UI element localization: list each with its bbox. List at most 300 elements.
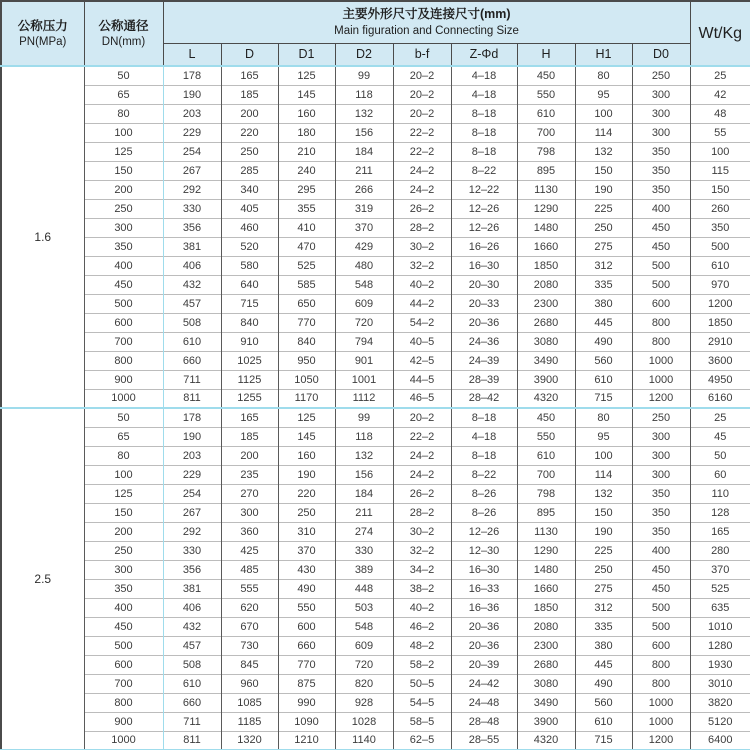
dim-cell: 1290	[517, 199, 575, 218]
dim-cell: 406	[163, 256, 221, 275]
dim-cell: 267	[163, 503, 221, 522]
table-row	[1, 522, 750, 541]
dn-cell: 250	[84, 199, 163, 218]
dn-cell: 80	[84, 104, 163, 123]
dim-cell: 875	[278, 674, 335, 693]
table-row	[1, 370, 750, 389]
dim-cell: 1112	[335, 389, 393, 408]
dim-cell: 250	[221, 142, 278, 161]
dim-cell: 770	[278, 313, 335, 332]
dim-cell: 370	[278, 541, 335, 560]
dim-cell: 928	[335, 693, 393, 712]
dim-cell: 42–5	[393, 351, 451, 370]
dim-cell: 356	[163, 218, 221, 237]
table-row	[1, 446, 750, 465]
dim-cell: 50–5	[393, 674, 451, 693]
dim-cell: 8–22	[451, 465, 517, 484]
dim-cell: 389	[335, 560, 393, 579]
dim-cell: 4–18	[451, 427, 517, 446]
dim-cell: 798	[517, 142, 575, 161]
dim-cell: 820	[335, 674, 393, 693]
dim-cell: 1085	[221, 693, 278, 712]
pn-group-cell: 2.5	[1, 408, 84, 750]
dn-cell: 1000	[84, 731, 163, 750]
dim-cell: 500	[632, 617, 690, 636]
col-header-D0: D0	[632, 43, 690, 66]
dn-cell: 65	[84, 427, 163, 446]
dim-cell: 250	[575, 218, 632, 237]
weight-header-cell	[690, 1, 750, 66]
table-row	[1, 579, 750, 598]
dim-cell: 145	[278, 85, 335, 104]
dim-cell: 1125	[221, 370, 278, 389]
dim-cell: 548	[335, 617, 393, 636]
dim-cell: 32–2	[393, 256, 451, 275]
dim-cell: 58–5	[393, 712, 451, 731]
dn-cell: 450	[84, 275, 163, 294]
dn-cell: 700	[84, 332, 163, 351]
dim-cell: 660	[163, 693, 221, 712]
dim-cell: 3490	[517, 693, 575, 712]
dim-cell: 28–55	[451, 731, 517, 750]
dim-cell: 1028	[335, 712, 393, 731]
dim-cell: 312	[575, 256, 632, 275]
col-header-D1: D1	[278, 43, 335, 66]
dim-cell: 190	[575, 180, 632, 199]
table-row	[1, 123, 750, 142]
dim-cell: 350	[632, 522, 690, 541]
dim-cell: 340	[221, 180, 278, 199]
dn-cell: 500	[84, 294, 163, 313]
dim-cell: 4–18	[451, 85, 517, 104]
pressure-header-cell	[1, 1, 84, 66]
dim-cell: 895	[517, 503, 575, 522]
table-row	[1, 389, 750, 408]
dim-cell: 4950	[690, 370, 750, 389]
dn-cell: 700	[84, 674, 163, 693]
dn-cell: 200	[84, 522, 163, 541]
dim-cell: 381	[163, 237, 221, 256]
table-row	[1, 560, 750, 579]
dn-cell: 100	[84, 465, 163, 484]
table-header	[1, 1, 750, 66]
dn-cell: 600	[84, 313, 163, 332]
dim-cell: 1200	[632, 389, 690, 408]
dim-cell: 160	[278, 446, 335, 465]
dim-cell: 470	[278, 237, 335, 256]
table-row	[1, 731, 750, 750]
dim-cell: 950	[278, 351, 335, 370]
dim-cell: 25	[690, 408, 750, 427]
dim-cell: 600	[632, 636, 690, 655]
dim-cell: 100	[690, 142, 750, 161]
dim-cell: 380	[575, 294, 632, 313]
dim-cell: 184	[335, 142, 393, 161]
dim-cell: 118	[335, 427, 393, 446]
dn-cell: 300	[84, 560, 163, 579]
dim-cell: 990	[278, 693, 335, 712]
dim-cell: 350	[632, 180, 690, 199]
dim-cell: 42	[690, 85, 750, 104]
dim-cell: 165	[221, 66, 278, 85]
dim-cell: 356	[163, 560, 221, 579]
dim-cell: 500	[632, 598, 690, 617]
dim-cell: 720	[335, 313, 393, 332]
dn-cell: 250	[84, 541, 163, 560]
dim-cell: 1000	[632, 712, 690, 731]
dim-cell: 450	[632, 218, 690, 237]
dim-cell: 8–18	[451, 104, 517, 123]
dim-cell: 425	[221, 541, 278, 560]
dim-cell: 30–2	[393, 522, 451, 541]
dim-cell: 400	[632, 541, 690, 560]
table-row	[1, 541, 750, 560]
dim-cell: 8–18	[451, 123, 517, 142]
dim-cell: 1140	[335, 731, 393, 750]
dn-cell: 1000	[84, 389, 163, 408]
dim-cell: 445	[575, 313, 632, 332]
dim-cell: 20–33	[451, 294, 517, 313]
dim-cell: 26–2	[393, 484, 451, 503]
dim-cell: 20–36	[451, 313, 517, 332]
dim-cell: 210	[278, 142, 335, 161]
dim-cell: 550	[517, 85, 575, 104]
dim-cell: 1850	[517, 598, 575, 617]
dim-cell: 1660	[517, 237, 575, 256]
dim-cell: 150	[575, 161, 632, 180]
table-row	[1, 674, 750, 693]
dim-cell: 12–30	[451, 541, 517, 560]
dim-cell: 508	[163, 313, 221, 332]
dim-cell: 24–36	[451, 332, 517, 351]
dim-cell: 300	[632, 85, 690, 104]
dim-cell: 350	[632, 161, 690, 180]
dim-cell: 450	[517, 66, 575, 85]
dim-cell: 1170	[278, 389, 335, 408]
dim-cell: 5120	[690, 712, 750, 731]
dim-cell: 132	[335, 446, 393, 465]
dim-cell: 1130	[517, 180, 575, 199]
dim-cell: 46–5	[393, 389, 451, 408]
col-header-D: D	[221, 43, 278, 66]
dim-cell: 610	[517, 104, 575, 123]
dim-cell: 794	[335, 332, 393, 351]
dim-cell: 254	[163, 142, 221, 161]
dim-cell: 410	[278, 218, 335, 237]
pressure-header-en: PN(MPa)	[19, 35, 67, 48]
dim-cell: 165	[221, 408, 278, 427]
dim-cell: 300	[632, 465, 690, 484]
dim-cell: 1200	[632, 731, 690, 750]
dim-cell: 8–18	[451, 408, 517, 427]
dim-cell: 335	[575, 617, 632, 636]
dim-cell: 500	[632, 256, 690, 275]
table-row	[1, 636, 750, 655]
dim-cell: 20–2	[393, 85, 451, 104]
dim-cell: 960	[221, 674, 278, 693]
dim-cell: 125	[278, 408, 335, 427]
dim-cell: 450	[632, 560, 690, 579]
dim-cell: 650	[278, 294, 335, 313]
dim-cell: 1200	[690, 294, 750, 313]
dim-cell: 300	[632, 104, 690, 123]
dim-cell: 240	[278, 161, 335, 180]
table-row	[1, 465, 750, 484]
dn-cell: 450	[84, 617, 163, 636]
dn-cell: 900	[84, 370, 163, 389]
dim-cell: 609	[335, 294, 393, 313]
dim-cell: 715	[575, 731, 632, 750]
dim-cell: 28–39	[451, 370, 517, 389]
dn-cell: 100	[84, 123, 163, 142]
dim-cell: 28–48	[451, 712, 517, 731]
dim-cell: 46–2	[393, 617, 451, 636]
dim-cell: 80	[575, 66, 632, 85]
dim-cell: 300	[221, 503, 278, 522]
dim-cell: 280	[690, 541, 750, 560]
dim-cell: 310	[278, 522, 335, 541]
dim-cell: 335	[575, 275, 632, 294]
dim-cell: 25	[690, 66, 750, 85]
dim-cell: 44–2	[393, 294, 451, 313]
dim-cell: 350	[632, 142, 690, 161]
dim-cell: 200	[221, 446, 278, 465]
dn-cell: 800	[84, 351, 163, 370]
table-row	[1, 256, 750, 275]
dim-cell: 58–2	[393, 655, 451, 674]
dim-cell: 128	[690, 503, 750, 522]
dim-cell: 1090	[278, 712, 335, 731]
dim-cell: 2910	[690, 332, 750, 351]
dn-cell: 350	[84, 237, 163, 256]
dim-cell: 450	[632, 237, 690, 256]
dim-cell: 901	[335, 351, 393, 370]
dim-cell: 22–2	[393, 142, 451, 161]
dim-cell: 156	[335, 123, 393, 142]
dim-cell: 12–26	[451, 522, 517, 541]
dim-cell: 190	[278, 465, 335, 484]
dn-cell: 800	[84, 693, 163, 712]
dim-cell: 28–2	[393, 503, 451, 522]
dim-cell: 610	[575, 370, 632, 389]
dim-cell: 610	[517, 446, 575, 465]
table-row	[1, 294, 750, 313]
dim-cell: 6160	[690, 389, 750, 408]
dim-cell: 1000	[632, 351, 690, 370]
dim-cell: 145	[278, 427, 335, 446]
dim-cell: 635	[690, 598, 750, 617]
dim-cell: 62–5	[393, 731, 451, 750]
dim-cell: 620	[221, 598, 278, 617]
table-row	[1, 503, 750, 522]
dim-cell: 480	[335, 256, 393, 275]
dn-cell: 150	[84, 503, 163, 522]
dim-cell: 609	[335, 636, 393, 655]
dim-cell: 229	[163, 123, 221, 142]
dim-cell: 95	[575, 85, 632, 104]
dim-cell: 1025	[221, 351, 278, 370]
dim-cell: 203	[163, 104, 221, 123]
dim-cell: 3900	[517, 712, 575, 731]
dim-cell: 156	[335, 465, 393, 484]
dim-cell: 54–5	[393, 693, 451, 712]
dim-cell: 3080	[517, 332, 575, 351]
dim-cell: 1010	[690, 617, 750, 636]
table-row	[1, 104, 750, 123]
dim-cell: 300	[632, 446, 690, 465]
dim-cell: 660	[278, 636, 335, 655]
dim-cell: 1480	[517, 560, 575, 579]
dim-cell: 24–2	[393, 180, 451, 199]
table-row	[1, 142, 750, 161]
col-header-bf: b-f	[393, 43, 451, 66]
dim-cell: 16–33	[451, 579, 517, 598]
dn-cell: 125	[84, 142, 163, 161]
table-row	[1, 161, 750, 180]
dim-cell: 26–2	[393, 199, 451, 218]
table-row	[1, 712, 750, 731]
dim-cell: 895	[517, 161, 575, 180]
dim-cell: 330	[335, 541, 393, 560]
dim-cell: 22–2	[393, 123, 451, 142]
dim-cell: 585	[278, 275, 335, 294]
dim-cell: 448	[335, 579, 393, 598]
dim-cell: 2680	[517, 655, 575, 674]
table-row	[1, 655, 750, 674]
dn-cell: 400	[84, 598, 163, 617]
dim-cell: 203	[163, 446, 221, 465]
dim-cell: 150	[575, 503, 632, 522]
dim-cell: 60	[690, 465, 750, 484]
diameter-header-cell	[84, 1, 163, 66]
dim-cell: 250	[632, 408, 690, 427]
dim-cell: 550	[278, 598, 335, 617]
dim-cell: 6400	[690, 731, 750, 750]
dim-cell: 548	[335, 275, 393, 294]
table-row	[1, 332, 750, 351]
dim-cell: 292	[163, 522, 221, 541]
main-size-header-zh: 主要外形尺寸及连接尺寸(mm)	[342, 7, 511, 22]
dim-cell: 432	[163, 275, 221, 294]
dim-cell: 125	[278, 66, 335, 85]
dim-cell: 180	[278, 123, 335, 142]
dim-cell: 22–2	[393, 427, 451, 446]
dim-cell: 1290	[517, 541, 575, 560]
dim-cell: 184	[335, 484, 393, 503]
main-size-header-en: Main figuration and Connecting Size	[334, 24, 519, 37]
dim-cell: 20–2	[393, 104, 451, 123]
dim-cell: 490	[575, 332, 632, 351]
col-header-H1: H1	[575, 43, 632, 66]
dim-cell: 350	[632, 484, 690, 503]
dim-cell: 285	[221, 161, 278, 180]
table-row	[1, 693, 750, 712]
dim-cell: 640	[221, 275, 278, 294]
table-row	[1, 351, 750, 370]
main-size-header-cell	[163, 1, 690, 43]
dn-cell: 50	[84, 408, 163, 427]
dim-cell: 3600	[690, 351, 750, 370]
dim-cell: 225	[575, 199, 632, 218]
dim-cell: 16–36	[451, 598, 517, 617]
dim-cell: 319	[335, 199, 393, 218]
dim-cell: 8–22	[451, 161, 517, 180]
col-header-D2: D2	[335, 43, 393, 66]
dim-cell: 16–26	[451, 237, 517, 256]
dim-cell: 800	[632, 332, 690, 351]
dim-cell: 185	[221, 427, 278, 446]
dim-cell: 355	[278, 199, 335, 218]
dim-cell: 770	[278, 655, 335, 674]
dn-cell: 80	[84, 446, 163, 465]
dn-cell: 900	[84, 712, 163, 731]
table-body	[1, 66, 750, 750]
dim-cell: 190	[575, 522, 632, 541]
dim-cell: 800	[632, 655, 690, 674]
table-row	[1, 66, 750, 85]
dim-cell: 490	[278, 579, 335, 598]
dim-cell: 360	[221, 522, 278, 541]
dim-cell: 970	[690, 275, 750, 294]
dn-cell: 350	[84, 579, 163, 598]
dim-cell: 12–26	[451, 199, 517, 218]
dim-cell: 2080	[517, 275, 575, 294]
dim-cell: 1130	[517, 522, 575, 541]
dim-cell: 55	[690, 123, 750, 142]
dim-cell: 560	[575, 351, 632, 370]
dim-cell: 700	[517, 123, 575, 142]
dim-cell: 910	[221, 332, 278, 351]
dim-cell: 430	[278, 560, 335, 579]
dim-cell: 3490	[517, 351, 575, 370]
dim-cell: 429	[335, 237, 393, 256]
dim-cell: 711	[163, 370, 221, 389]
dn-cell: 300	[84, 218, 163, 237]
dim-cell: 28–42	[451, 389, 517, 408]
dim-cell: 610	[575, 712, 632, 731]
dim-cell: 508	[163, 655, 221, 674]
dim-cell: 20–30	[451, 275, 517, 294]
dim-cell: 432	[163, 617, 221, 636]
table-row	[1, 427, 750, 446]
dim-cell: 24–2	[393, 161, 451, 180]
dim-cell: 40–5	[393, 332, 451, 351]
dim-cell: 266	[335, 180, 393, 199]
dim-cell: 457	[163, 636, 221, 655]
dim-cell: 28–2	[393, 218, 451, 237]
dim-cell: 220	[221, 123, 278, 142]
dim-cell: 200	[221, 104, 278, 123]
dim-cell: 330	[163, 199, 221, 218]
table-row	[1, 199, 750, 218]
dim-cell: 500	[690, 237, 750, 256]
dim-cell: 720	[335, 655, 393, 674]
dim-cell: 114	[575, 465, 632, 484]
dim-cell: 235	[221, 465, 278, 484]
dn-cell: 50	[84, 66, 163, 85]
dim-cell: 350	[690, 218, 750, 237]
dim-cell: 132	[335, 104, 393, 123]
dim-cell: 525	[278, 256, 335, 275]
dim-cell: 490	[575, 674, 632, 693]
dn-cell: 150	[84, 161, 163, 180]
dim-cell: 600	[278, 617, 335, 636]
dim-cell: 254	[163, 484, 221, 503]
dim-cell: 178	[163, 66, 221, 85]
dim-cell: 350	[632, 503, 690, 522]
table-row	[1, 313, 750, 332]
dim-cell: 4–18	[451, 66, 517, 85]
